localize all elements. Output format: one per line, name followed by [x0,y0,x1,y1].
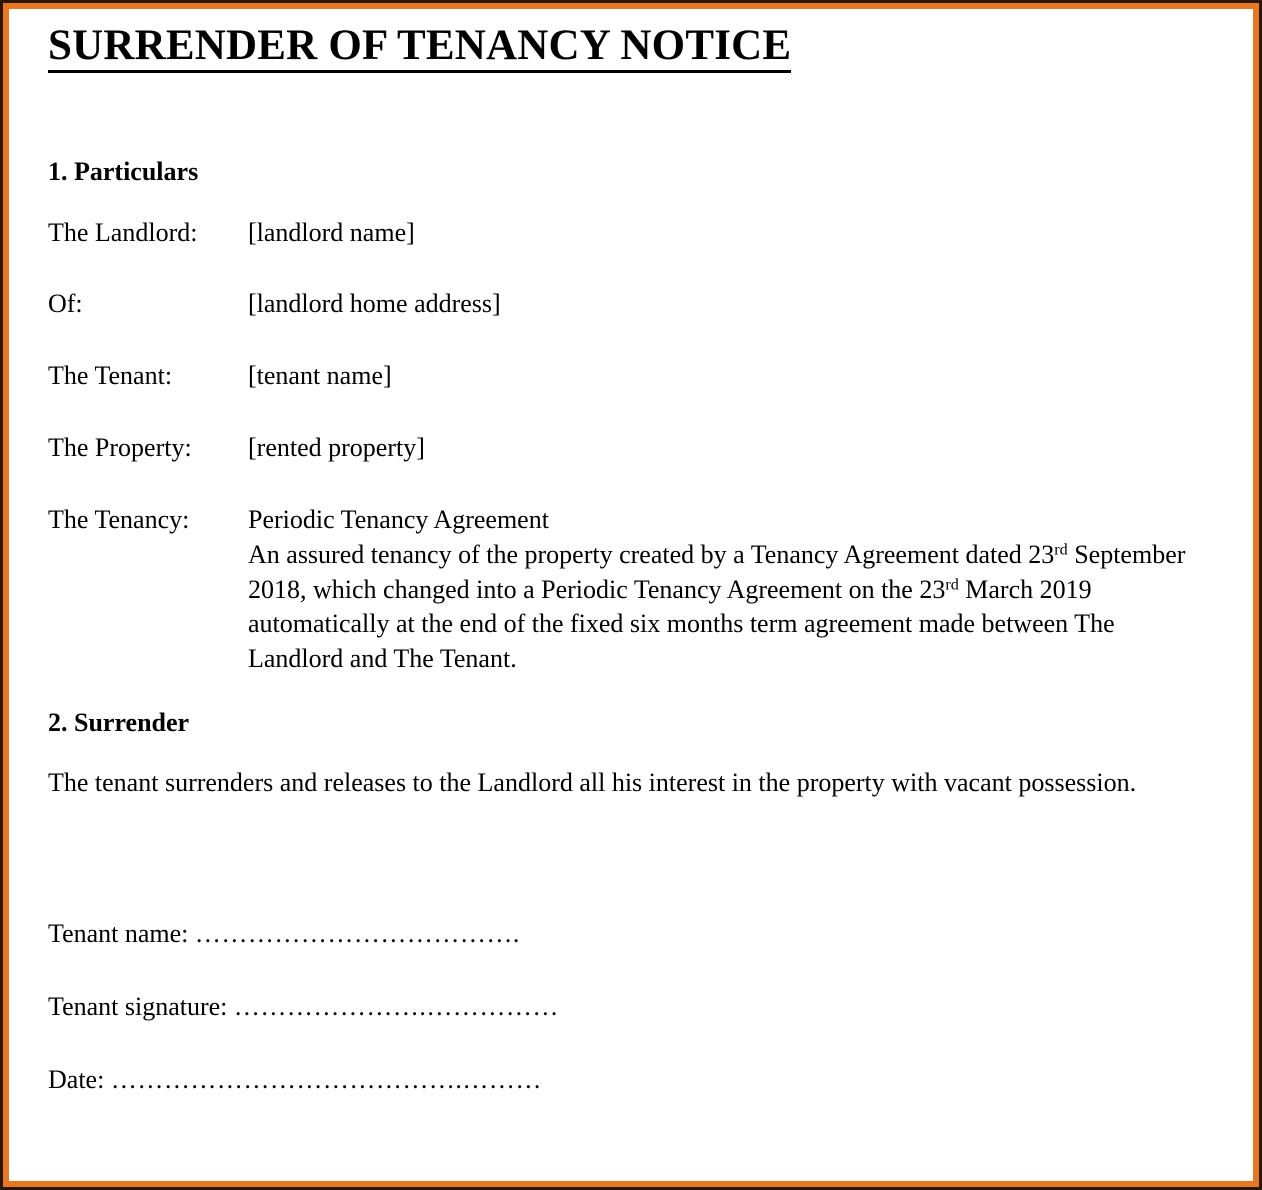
tenant-name-fill-line[interactable]: ………………………………. [194,919,520,949]
particulars-label-property: The Property: [48,433,192,463]
particulars-label-tenancy: The Tenancy: [48,504,190,534]
particulars-row-property [48,431,1223,466]
particulars-value-property: [rented property] [248,433,425,463]
ordinal-suffix-first: rd [1054,541,1068,559]
tenant-name-label: Tenant name: [48,919,195,949]
particulars-list [48,216,1223,677]
tenant-signature-label: Tenant signature: [48,991,234,1021]
tenancy-description-part-2: September 2018, which changed into a Periodic Tenancy Agreement on the 23 [248,539,1186,604]
tenancy-type: Periodic Tenancy Agreement [248,504,549,534]
particulars-value-landlord: [landlord name] [248,217,415,247]
particulars-value-tenancy [248,503,1208,677]
section-heading-particulars: 1. Particulars [48,157,199,187]
section-heading-surrender: 2. Surrender [48,708,190,738]
particulars-value-of: [landlord home address] [248,289,501,319]
tenancy-description-part-1: An assured tenancy of the property created by a Tenancy Agreement dated 23 [248,539,1055,569]
tenant-signature-line [48,990,1223,1025]
signature-block [48,917,1223,1097]
particulars-row-tenant [48,359,1223,394]
particulars-row-landlord [48,216,1223,251]
tenant-name-line [48,917,1223,952]
page-title: SURRENDER OF TENANCY NOTICE [48,9,791,73]
particulars-value-tenant: [tenant name] [248,361,392,391]
date-line [48,1063,1223,1098]
particulars-label-tenant: The Tenant: [48,361,173,391]
particulars-row-of [48,287,1223,322]
date-label: Date: [48,1064,111,1094]
document-sheet [9,9,1253,1181]
document-content [48,9,1223,1098]
particulars-row-tenancy [48,503,1223,677]
particulars-label-of: Of: [48,289,83,319]
particulars-label-landlord: The Landlord: [48,217,198,247]
ordinal-suffix-second: rd [945,576,959,594]
date-fill-line[interactable]: ………………………………….……… [110,1064,542,1094]
tenant-signature-fill-line[interactable]: ………………….…………… [233,991,559,1021]
tenancy-description [248,538,1208,677]
surrender-paragraph: The tenant surrenders and releases to the Landlord all his interest in the property with vacant possession. [48,768,1137,798]
tenancy-description-part-3: March 2019 automatically at the end of the fixed six months term agreement made between The Landlord and The Tenant. [248,574,1115,674]
